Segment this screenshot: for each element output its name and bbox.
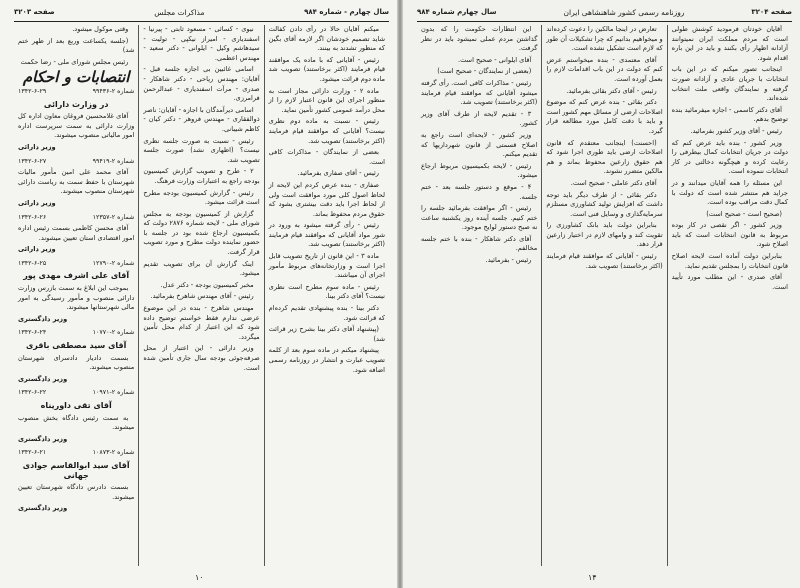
page-number: ۱۴ [588,573,597,582]
decree-number-row [18,448,134,458]
paragraph: رئیس - آقایانی که با ماده یک موافقند قیام فرمایند (اکثر برخاستند) تصویب شد ماده دوم قرائت میشود. [268,55,385,83]
paragraph: پیشنهاد میکنم در ماده سوم بعد از کلمه تصویب عبارت و انتشار در روزنامه رسمی اضافه شود. [268,346,385,374]
column-1 [667,25,792,566]
decree-signature: وزیر دادگستری [18,374,68,383]
paragraph: رئیس - نسبت به ماده دوم نظری نیست؟ آقایانی که موافقند قیام فرمایند (اکثر برخاستند) تصویب شد. [268,117,385,145]
decree-signature: وزیر دادگستری [18,504,68,513]
paragraph: ۴ - موقع و دستور جلسه بعد - ختم جلسه. [421,182,538,201]
decree-number-row [18,213,134,223]
decree-signature: وزیر دادگستری [18,434,68,443]
paragraph: ماده ۳ - این قانون از تاریخ تصویب قابل اجرا است و وزارتخانه‌های مربوط مأمور اجرای آن میباشند. [268,252,385,280]
decree-text: آقای محسن کاظمی بسمت رئیس اداره امور اقتصادی استان تعیین میشوند. [18,224,135,242]
columns [14,25,389,566]
page-label: صفحه ۳۲۰۴ [751,8,792,16]
decree-text: بموجب این ابلاغ به سمت بازرس وزارت دارائی منصوب و مأمور رسیدگی به امور مالی شهرستانها میشوند. [18,284,135,312]
decree-heading: آقای سید مصطفی باقری [25,341,127,351]
page-header [417,6,792,18]
decree-signature: وزیر دارائی [18,198,56,207]
decree-number: شماره ۲-۱۰۹۷۱ [92,389,135,397]
decree-number-row [18,328,134,338]
paragraph: رئیس - آقای مهندس شاهرخ بفرمائید. [150,292,254,301]
decree-text: به سمت رئیس دادگاه بخش منصوب میشوند. [18,413,135,432]
decree-number: شماره ۲-۱۰۷۷۰ [92,329,135,337]
paragraph: وزیر دارائی - این اعتبار از محل صرفه‌جوئی بودجه سال جاری تأمین شده است. [143,344,260,372]
paragraph: دکتر بقائی - از طرف دیگر باید توجه داشت که افزایش تولید کشاورزی مستلزم سرمایه‌گذاری و وسایل فنی است. [546,190,663,218]
page-label: صفحه ۳۲۰۳ [14,8,55,16]
paragraph: رئیس - رأی گرفته میشود به ورود در شور مواد آقایانی که موافقند قیام فرمایند (اکثر برخاستند) تصویب شد. [268,221,385,249]
page-number: ۱۰ [195,573,204,582]
paragraph: آقای دکتر شاهکار - بنده با ختم جلسه مخالفم. [421,234,538,253]
decree-text: آقای محمد علی امین مأمور مالیات شهرستان با حفظ سمت به ریاست دارائی شهرستان منصوب میشوند. [18,168,135,196]
issue-number: سال چهارم - شماره ۹۸۴ [304,8,389,16]
decree-heading: در وزارت دارائی [43,99,109,109]
paragraph: دکتر بینا - بنده پیشنهادی تقدیم کرده‌ام که قرائت شود. [268,304,385,322]
decree-text: آقای غلامحسین فروغان معاون اداره کل وزارت دارائی به سمت سرپرست اداره امور مالیاتی منصوب میشوند. [18,112,135,140]
paragraph: رئیس - آقای دکتر بقائی بفرمائید. [566,86,657,95]
paragraph: دکتر بقائی - بنده عرض کنم که موضوع اصلاحات ارضی از مسائل مهم کشور است و باید با دقت کامل مورد مطالعه قرار گیرد. [546,98,663,135]
decree-number-row [18,87,134,97]
paragraph: مخبر کمیسیون بودجه - دکتر عدل. [160,280,254,289]
decree-number: شماره ۲-۱۲۳۵۷ [92,213,135,221]
paragraph: رئیس مجلس شورای ملی - رضا حکمت [20,57,129,66]
decree-heading: آقای سید ابوالقاسم جوادی جهانی [22,460,130,480]
page-header [14,6,389,18]
paragraph: رئیس - مذاکرات کافی است. رأی گرفته میشود آقایانی که موافقند قیام فرمایند (اکثر برخاستند) تصویب شد. [421,78,538,107]
paragraph: صفاری - بنده عرض کردم این لایحه از لحاظ اصول کلی مورد موافقت است ولی از لحاظ اجرا باید دقت بیشتری بشود که حقوق مردم محفوظ بماند. [268,180,385,218]
decree-date: ۱۳۴۲-۶-۲۶ [18,213,47,221]
paragraph: وزیر کشور - اگر نقصی در کار بوده مربوط به قانون انتخابات است که باید اصلاح شود. [671,221,788,249]
paragraph: نیوی - کسائی - مسعود ثابتی - پیرنیا - اسفندیاری - امیراز نیکپی - تولیت - سیدهاشم وکیل - ایلوانی - دکتر سعید - مهندس اعظمی. [143,25,260,62]
decree-heading: آقای علی اشرف مهدی پور [23,271,130,281]
newspaper-title: روزنامه رسمی کشور شاهنشاهی ایران [563,7,685,17]
paragraph: اینک گزارش آن برای تصویب تقدیم میشود. [143,259,260,278]
decree-signature: وزیر دادگستری [18,314,68,323]
decree-date: ۱۳۴۲-۶-۲۹ [18,87,47,95]
decree-number-row [18,388,134,398]
paragraph: رئیس - ماده سوم مطرح است نظری نیست؟ آقای دکتر بینا. [268,282,385,301]
paragraph: اسامی دیرآمدگان با اجازه - آقایان: ناصر ذوالفقاری - مهندس فروهر - دکتر کیان - کاظم شیبانی. [143,105,260,133]
paragraph: وزیر کشور - بنده باید عرض کنم که دولت در جریان انتخابات کمال بیطرفی را رعایت کرده و هیچگونه دخالتی در کار انتخابات ننموده است. [671,138,788,176]
paragraph: رئیس - اگر موافقت بفرمائید جلسه را ختم کنیم. جلسه آینده روز یکشنبه ساعت نه صبح دستور لوایح موجود. [421,204,538,232]
decree-number-row [18,157,134,167]
paragraph: این انتظارات حکومت را که بدون گذاشتن مردم عملی نمیشود باید در نظر گرفت. [421,25,538,53]
paragraph: رئیس - لایحه بکمیسیون مربوط ارجاع میشود. [421,161,538,180]
decree-text: بسمت دادرس دادگاه شهرستان تعیین میشوند. [18,483,135,501]
decree-heading: آقای تقی داوریناه [40,401,112,410]
paragraph: آقایان خودتان فرمودید کوشش طولی است که مردم مملکت ایران نمیتوانند آزادانه اظهار رأی بکنند و باید در این باره اقدام شود. [671,25,788,62]
paragraph: تعارض در اینجا مالکین را دعوت کرده‌اند و میخواهیم بدانیم که چرا تشکیلات آن طور که لازم است تشکیل نشده است. [546,25,663,53]
paragraph: مهندس شاهرخ - بنده در این موضوع عرضی ندارم فقط خواستم توضیح داده شود که این اعتبار از کدام محل تأمین میگردد. [143,304,260,341]
paragraph: رئیس - گزارش کمیسیون بودجه مطرح است قرائت میشود. [143,188,260,207]
decree-text: بسمت دادیار دادسرای شهرستان منصوب میشوند. [18,353,135,372]
paragraph: آقای ایلوانی - صحیح است. [457,55,532,64]
paragraph: ۲ - طرح و تصویب گزارش کمیسیون بودجه راجع به اعتبارات وزارت فرهنگ. [143,167,260,185]
paragraph: (بعضی از نمایندگان - صحیح است) [437,67,532,76]
decree-number-row [18,259,134,269]
header-rule [417,21,792,22]
paragraph: ماده ۲ - وزارت دارائی مجاز است به منظور اجرای این قانون اعتبار لازم را از محل درآمد عمومی کشور تأمین نماید. [268,86,385,114]
column-3 [14,25,138,566]
paragraph: (صحیح است - صحیح است) [706,209,782,218]
paragraph: وزیر کشور - لایحه‌ای است راجع به اصلاح قسمتی از قانون شهرداریها که تقدیم میکنم. [421,130,538,159]
paragraph: میکنم آقایان حالا در رأی دادن کفالت شاید تصمیم خودشان اگر لازمه آقای بگین که منظور تشدند به بینند. [268,25,385,53]
decree-number: شماره ۲-۹۹۴۳۶ [92,87,135,95]
decree-number: شماره ۲-۱۰۸۷۳ [92,449,135,457]
left-page [0,0,397,588]
paragraph: وقتی موکول میشود. [72,25,129,33]
paragraph: آقای صدری - این مطلب مورد تأیید است. [671,273,788,291]
issue-number: سال چهارم شماره ۹۸۴ [417,8,497,16]
paragraph: گزارش از کمیسیون بودجه به مجلس شورای ملی - لایحه شماره ۲۸۷۶ دولت که بکمیسیون ارجاع شده بود در جلسه با حضور نماینده دولت مطرح و مورد تصویب قرار گرفت. [143,209,260,257]
paragraph: رئیس - آقایانی که موافقند قیام فرمایند (اکثر برخاستند) تصویب شد. [546,252,663,270]
paragraph: بعضی از نمایندگان - مذاکرات کافی است. [268,148,385,166]
paragraph: (احسنت) اینجانب معتقدم که قانون اصلاحات ارضی باید طوری اجرا شود که هم حقوق زارعین محفوظ بماند و هم مالکین متضرر نشوند. [546,138,663,176]
decree-number: شماره ۲-۹۹۴۱۹ [92,157,135,165]
paragraph: اسامی غائبین بی اجازه جلسه قبل - آقایان: مهندس ریاحی - دکتر شاهکار - صدری - مرآت اسفندیاری - عبدالرحمن فرامرزی. [143,65,260,103]
section-title: مذاکرات مجلس [154,7,205,17]
decree-date: ۱۳۴۲-۶-۲۷ [18,157,47,165]
decree-signature: وزیر دارائی [18,142,56,151]
decree-date: ۱۳۴۲-۶-۲۵ [18,259,47,267]
column-2 [541,25,666,566]
paragraph: این مسئله را همه آقایان میدانند و در جراید هم منتشر شده است که دولت با کمال دقت مراقب بوده است. [671,178,788,207]
paragraph: رئیس - بفرمائید. [485,256,532,265]
decree-number: شماره ۲-۱۲۷۹۰ [92,259,135,267]
section-heading-appointments: انتصابات و احکام [22,68,130,87]
header-rule [14,21,389,22]
paragraph: رئیس - نسبت به صورت جلسه نظری نیست؟ (اظهاری نشد) صورت جلسه تصویب شد. [143,136,260,164]
paragraph: رئیس - آقای وزیر کشور بفرمائید. [690,126,782,135]
paragraph: بنابراین دولت باید بانک کشاورزی را تقویت کند و وامهای لازم در اختیار زارعین قرار دهد. [546,221,663,249]
paragraph: آقای معتمدی - بنده میخواستم عرض کنم که دولت در این باب اقدامات لازم را بعمل آورده است. [546,55,663,83]
decree-signature: وزیر دارائی [18,245,56,254]
decree-date: ۱۳۴۲-۶-۲۱ [18,449,47,457]
paragraph: رئیس - آقای صفاری بفرمائید. [297,169,379,178]
column-2 [138,25,263,566]
paragraph: (پیشنهاد آقای دکتر بینا بشرح زیر قرائت شد) [268,325,385,343]
decree-date: ۱۳۴۲-۶-۲۴ [18,329,47,337]
paragraph: آقای دکتر عاملی - صحیح است. [570,178,657,187]
decree-date: ۱۳۴۲-۶-۲۲ [18,389,47,397]
paragraph: ۳ - تقدیم لایحه از طرف آقای وزیر کشور. [421,109,538,128]
right-page [403,0,800,588]
columns [417,25,792,566]
column-1 [264,25,389,566]
paragraph: آقای دکتر کاسمی - اجازه میفرمائید بنده توضیح بدهم. [671,105,788,124]
column-3 [417,25,541,566]
paragraph: (جلسه یکساعت وربع بعد از ظهر ختم شد) [18,36,135,55]
paragraph: بنابراین دولت آماده است لایحه اصلاح قانون انتخابات را بمجلس تقدیم نماید. [671,252,788,270]
paragraph: اینجانب تصور میکنم که در این باب انتخابات با جریان عادی و آزادانه صورت گرفته و نمایندگان واقعی ملت انتخاب شده‌اند. [671,65,788,103]
